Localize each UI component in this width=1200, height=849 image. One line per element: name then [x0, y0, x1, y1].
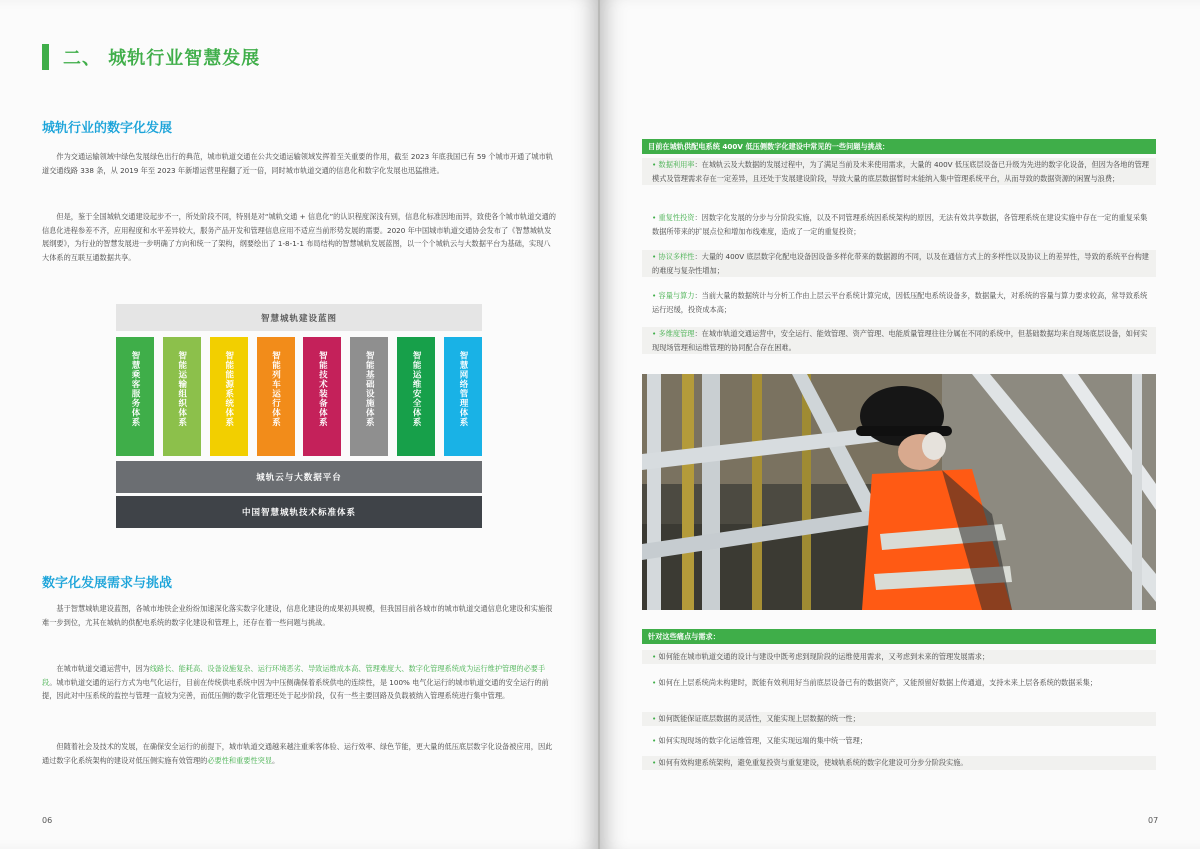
page-number-left: 06	[42, 816, 53, 825]
paragraph-intro: 作为交通运输领域中绿色发展绿色出行的典范，城市轨道交通在公共交通运输领域发挥着至关重要的作用，截至 2023 年底我国已有 59 个城市开通了城市轨道交通线路 338 条，从 2019 年至 2023 年新增运营里程翻了近一倍，同时城市轨道交通的信息化和数字化发展也迅猛推进。	[42, 152, 553, 175]
blueprint-column-4	[303, 337, 341, 456]
challenge-key: 协议多样性	[658, 252, 695, 261]
paragraph-operation-highlight: 线路长、能耗高、设备设施复杂、运行环境恶劣、导致运维成本高、管理难度大、数字化管理系统成为运行维护管理的必要手段	[42, 664, 546, 687]
challenge-item-capacity-computing	[642, 289, 1156, 316]
bullet-dot: •	[652, 758, 659, 767]
challenge-item-protocol-diversity	[642, 250, 1156, 277]
bullet-dot: •	[652, 252, 659, 261]
paragraph-necessity-post: 。	[272, 755, 280, 765]
blueprint-column-label: 智能运输组织体系	[176, 351, 187, 427]
paragraph-necessity	[42, 740, 556, 767]
blueprint-title: 智慧城轨建设蓝图	[116, 304, 482, 331]
need-item-remote-management	[642, 734, 1156, 748]
blueprint-column-6	[397, 337, 435, 456]
bullet-dot: •	[652, 213, 659, 222]
paragraph-operation	[42, 662, 556, 703]
challenge-text: ：在城轨云及大数据的发展过程中，为了满足当前及未来使用需求，大量的 400V 低压底层设备已升级为先进的数字化设备，但因为各地的管理模式及管理需求存在一定差异，且还处于发展建设阶段，导致大量的底层数据暂时未能纳入集中管理系统平台，从而导致的数据资源的闲置与浪费；	[652, 160, 1149, 183]
blueprint-column-3	[257, 337, 295, 456]
need-text: 如何有效构建系统架构，避免重复投资与重复建设，使城轨系统的数字化建设可分步分阶段实施。	[658, 758, 968, 767]
blueprint-diagram	[116, 304, 482, 527]
challenge-text: ：在城市轨道交通运营中，安全运行、能效管理、资产管理、电能质量管理往往分属在不同的系统中，但基础数据均来自现场底层设备，如何实现现场管理和运维管理的协同配合存在困难。	[652, 329, 1148, 352]
blueprint-column-label: 智能列车运行体系	[270, 351, 281, 427]
paragraph-demand: 基于智慧城轨建设蓝图，各城市地铁企业纷纷加速深化落实数字化建设，信息化建设的成果初具规模，但我国目前各城市的城市轨道交通信息化建设和实施很难一步到位，尤其在城轨的供配电系统的数字化建设和管理上，还存在着一些问题与挑战。	[42, 604, 553, 627]
paragraph-necessity-highlight: 必要性和重要性突显	[207, 755, 273, 765]
challenge-text: ：大量的 400V 底层数字化配电设备因设备多样化带来的数据源的不同，以及在通信方式上的多样性以及协议上的差异性，导致的系统平台构建的难度与复杂性增加；	[652, 252, 1149, 275]
paragraph-challenges-background: 但是，鉴于全国城轨交通建设起步不一，所处阶段不同，特别是对“城轨交通 + 信息化”的认识程度深浅有别，信息化标准因地而异，致使各个城市轨道交通的信息化进程参差不齐，应用程度和水平差异较大，服务产品开发和管理信息应用不适应当前形势发展的需要。2020 年中国城市轨道交通协会发布了《智慧城轨发展纲要》，为行业的智慧发展进一步明确了方向和统一了架构，纲要绘出了 1-8-1-1 布局结构的智慧城轨发展蓝图，以一个个城轨云与大数据平台为基础，实现八大体系的互联互通数据共享。	[42, 212, 556, 262]
challenge-text: ：当前大量的数据统计与分析工作由上层云平台系统计算完成，因低压配电系统设备多，数据量大，对系统的容量与算力要求较高，常导致系统运行迟缓，投资成本高；	[652, 291, 1148, 314]
blueprint-column-label: 智能运维安全体系	[411, 351, 422, 427]
need-item-architecture	[642, 756, 1156, 770]
blueprint-column-label: 智慧乘客服务体系	[130, 351, 140, 427]
challenge-text: ：因数字化发展的分步与分阶段实施，以及不同管理系统因系统架构的原因，无法有效共享数据，各管理系统在建设实施中存在一定的重复采集数据所带来的扩展点位和增加布线难度，造成了一定的重复投资；	[652, 213, 1148, 236]
bullet-dot: •	[652, 714, 659, 723]
bullet-dot: •	[652, 160, 659, 169]
need-item-data-assets	[642, 676, 1156, 690]
left-page	[0, 0, 598, 849]
bullet-dot: •	[652, 329, 659, 338]
blueprint-column-label: 智能技术装备体系	[317, 351, 328, 427]
heading-digital-development: 城轨行业的数字化发展	[42, 121, 173, 136]
paragraph-necessity-pre: 但随着社会及技术的发展，在确保安全运行的前提下，城市轨道交通越来越注重乘客体验、运行效率、绿色节能，更大量的低压底层数字化设备被应用，因此通过数字化系统架构的建设对低压侧实施有效管理的	[42, 742, 553, 765]
heading-demand-challenges: 数字化发展需求与挑战	[42, 576, 173, 591]
bullet-dot: •	[652, 291, 659, 300]
section-title	[42, 44, 260, 70]
bullet-dot: •	[652, 678, 659, 687]
blueprint-column-5	[350, 337, 388, 456]
need-item-flexibility	[642, 712, 1156, 726]
page-number-right: 07	[1148, 816, 1159, 825]
section-title-bar	[42, 44, 49, 70]
blueprint-column-7	[444, 337, 482, 456]
blueprint-column-1	[163, 337, 201, 456]
challenge-item-repeated-investment	[642, 211, 1156, 238]
blueprint-column-0	[116, 337, 154, 456]
challenge-key: 重复性投资	[658, 213, 695, 222]
need-text: 如何实现现场的数字化运维管理，又能实现远端的集中统一管理；	[658, 736, 867, 745]
section-title-text: 二、 城轨行业智慧发展	[63, 48, 261, 69]
challenge-key: 容量与算力	[658, 291, 695, 300]
challenge-item-data-utilization	[642, 158, 1156, 185]
need-text: 如何在上层系统尚未构建时，既能有效利用好当前底层设备已有的数据资产，又能预留好数据上传通道，支持未来上层各系统的数据采集；	[658, 678, 1097, 687]
blueprint-column-label: 智能基础设施体系	[364, 351, 375, 427]
bullet-dot: •	[652, 736, 659, 745]
blueprint-standard-bar: 中国智慧城轨技术标准体系	[116, 496, 482, 528]
worker-scaffolding-illustration	[642, 374, 1156, 610]
blueprint-column-label: 智能能源系统体系	[223, 351, 234, 427]
need-text: 如何既能保证底层数据的灵活性，又能实现上层数据的统一性；	[658, 714, 860, 723]
blueprint-platform-bar: 城轨云与大数据平台	[116, 461, 482, 493]
challenge-item-multi-dimension	[642, 327, 1156, 354]
challenge-key: 多维度管理	[658, 329, 695, 338]
challenge-key: 数据利用率	[658, 160, 695, 169]
need-text: 如何能在城市轨道交通的设计与建设中既考虑到现阶段的运维使用需求，又考虑到未来的管理发展需求；	[658, 652, 990, 661]
need-item-design-balance	[642, 650, 1156, 664]
paragraph-operation-post: 。城市轨道交通的运行方式为电气化运行，目前在传统供电系统中因为中压侧确保着系统供电的连续性，是 100% 电气化运行的城市轨道交通的安全运行的前提，因此对中压系统的监控与管理一直较为完善，而低压侧的数字化管理还处于起步阶段，仅有一些主要回路及负载被纳入管理系统进行集中管理。	[42, 677, 549, 701]
needs-box-title: 针对这些痛点与需求：	[642, 629, 1156, 644]
challenges-box-title: 目前在城轨供配电系统 400V 低压侧数字化建设中常见的一些问题与挑战：	[642, 139, 1156, 154]
paragraph-operation-pre: 在城市轨道交通运营中，因为	[56, 664, 150, 673]
blueprint-column-2	[210, 337, 248, 456]
blueprint-column-label: 智慧网络管理体系	[458, 351, 468, 427]
bullet-dot: •	[652, 652, 659, 661]
worker-scaffolding-photo	[642, 374, 1156, 610]
